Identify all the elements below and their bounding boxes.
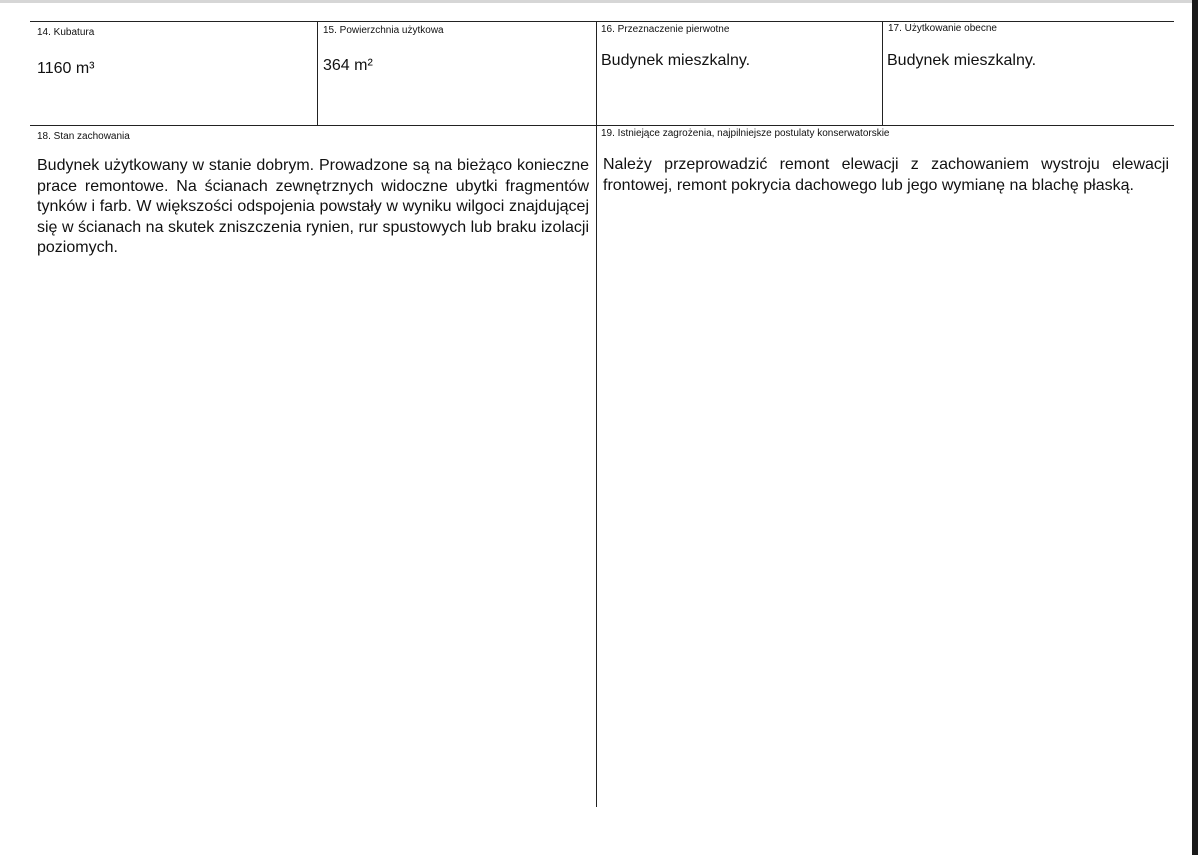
zagrozenia-text: Należy przeprowadzić remont elewacji z zachowaniem wystroju elewacji frontowej, remont pokrycia dachowego lub jego wymianę na blachę płaską. bbox=[603, 156, 1169, 194]
przeznaczenie-value: Budynek mieszkalny. bbox=[601, 52, 751, 69]
zagrozenia-label: 19. Istniejące zagrożenia, najpilniejsze postulaty konserwatorskie bbox=[601, 128, 890, 139]
uzytkowanie-label: 17. Użytkowanie obecne bbox=[888, 23, 997, 34]
powierzchnia-label: 15. Powierzchnia użytkowa bbox=[323, 25, 444, 36]
kubatura-value: 1160 m³ bbox=[37, 60, 95, 77]
grid-divider-2 bbox=[596, 21, 597, 807]
stan-text: Budynek użytkowany w stanie dobrym. Prowadzone są na bieżąco konieczne prace remontowe. Na ścianach zewnętrznych widoczne ubytki fragmentów tynków i farb. W większości odspojenia powstały w wyniku wilgoci znajdującej się w ścianach na skutek zniszczenia rynien, rur spustowych lub braku izolacji poziomych. bbox=[37, 157, 589, 256]
grid-divider-3 bbox=[882, 21, 883, 125]
kubatura-label: 14. Kubatura bbox=[37, 27, 95, 38]
przeznaczenie-label: 16. Przeznaczenie pierwotne bbox=[601, 24, 730, 35]
grid-line-middle bbox=[30, 125, 1174, 126]
powierzchnia-value: 364 m² bbox=[323, 57, 373, 74]
stan-label: 18. Stan zachowania bbox=[37, 131, 130, 142]
page-top-edge bbox=[0, 0, 1198, 3]
grid-line-top bbox=[30, 21, 1174, 22]
uzytkowanie-value: Budynek mieszkalny. bbox=[887, 52, 1037, 69]
grid-divider-1 bbox=[317, 21, 318, 125]
page-right-edge bbox=[1192, 0, 1198, 855]
